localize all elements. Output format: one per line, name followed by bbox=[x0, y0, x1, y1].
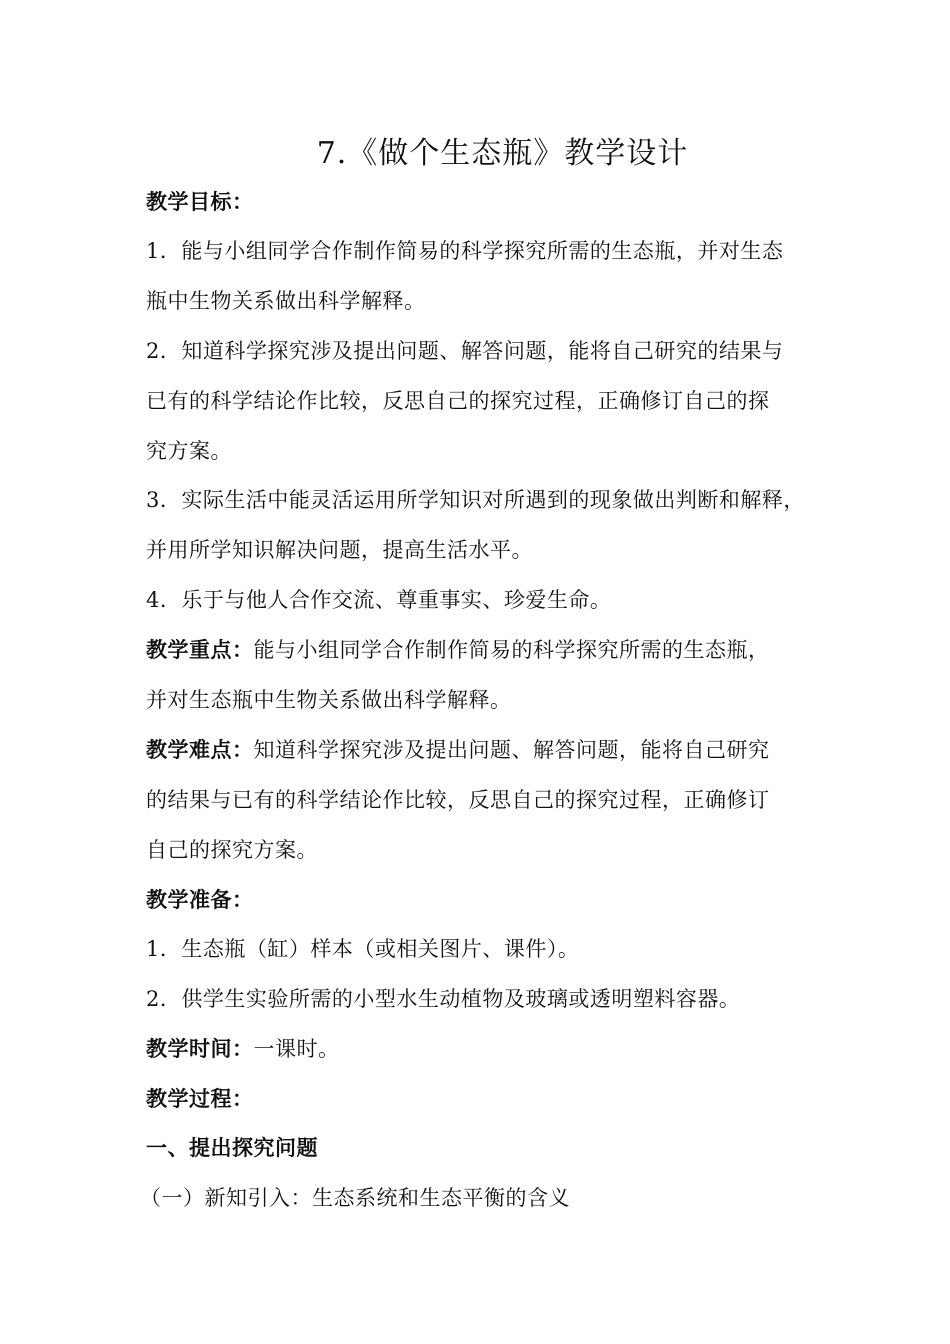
objective-1-line-1: 1．能与小组同学合作制作简易的科学探究所需的生态瓶，并对生态 bbox=[146, 239, 784, 263]
difficulties-text-1: 知道科学探究涉及提出问题、解答问题，能将自己研究 bbox=[253, 738, 770, 762]
key-points-text-1: 能与小组同学合作制作简易的科学探究所需的生态瓶， bbox=[253, 638, 770, 662]
time-line bbox=[146, 1035, 340, 1063]
key-points-label: 教学重点： bbox=[146, 638, 254, 662]
preparation-heading: 教学准备： bbox=[146, 888, 254, 912]
difficulties-line-1 bbox=[146, 736, 770, 764]
difficulties-line-3: 自己的探究方案。 bbox=[146, 838, 318, 862]
preparation-item-2: 2．供学生实验所需的小型水生动植物及玻璃或透明塑料容器。 bbox=[146, 987, 741, 1011]
document-title: 7.《做个生态瓶》教学设计 bbox=[316, 136, 689, 171]
objective-2-line-2: 已有的科学结论作比较，反思自己的探究过程，正确修订自己的探 bbox=[146, 389, 770, 413]
difficulties-label: 教学难点： bbox=[146, 738, 254, 762]
objective-4-line-1: 4．乐于与他人合作交流、尊重事实、珍爱生命。 bbox=[146, 588, 612, 612]
objective-2-line-1: 2．知道科学探究涉及提出问题、解答问题，能将自己研究的结果与 bbox=[146, 339, 784, 363]
objective-1-line-2: 瓶中生物关系做出科学解释。 bbox=[146, 289, 426, 313]
preparation-item-1: 1．生态瓶（缸）样本（或相关图片、课件）。 bbox=[146, 937, 580, 961]
objective-2-line-3: 究方案。 bbox=[146, 439, 232, 463]
objective-3-line-2: 并用所学知识解决问题，提高生活水平。 bbox=[146, 538, 533, 562]
time-value: 一课时。 bbox=[253, 1037, 340, 1061]
key-points-line-2: 并对生态瓶中生物关系做出科学解释。 bbox=[146, 688, 512, 712]
objectives-heading: 教学目标： bbox=[146, 190, 254, 214]
time-label: 教学时间： bbox=[146, 1037, 254, 1061]
objective-3-line-1: 3．实际生活中能灵活运用所学知识对所遇到的现象做出判断和解释， bbox=[146, 488, 805, 512]
process-subsection-1: （一）新知引入：生态系统和生态平衡的含义 bbox=[140, 1186, 570, 1210]
difficulties-line-2: 的结果与已有的科学结论作比较，反思自己的探究过程，正确修订 bbox=[146, 788, 770, 812]
key-points-line-1 bbox=[146, 636, 770, 664]
process-section-1: 一、提出探究问题 bbox=[146, 1136, 318, 1160]
process-heading: 教学过程： bbox=[146, 1087, 254, 1111]
